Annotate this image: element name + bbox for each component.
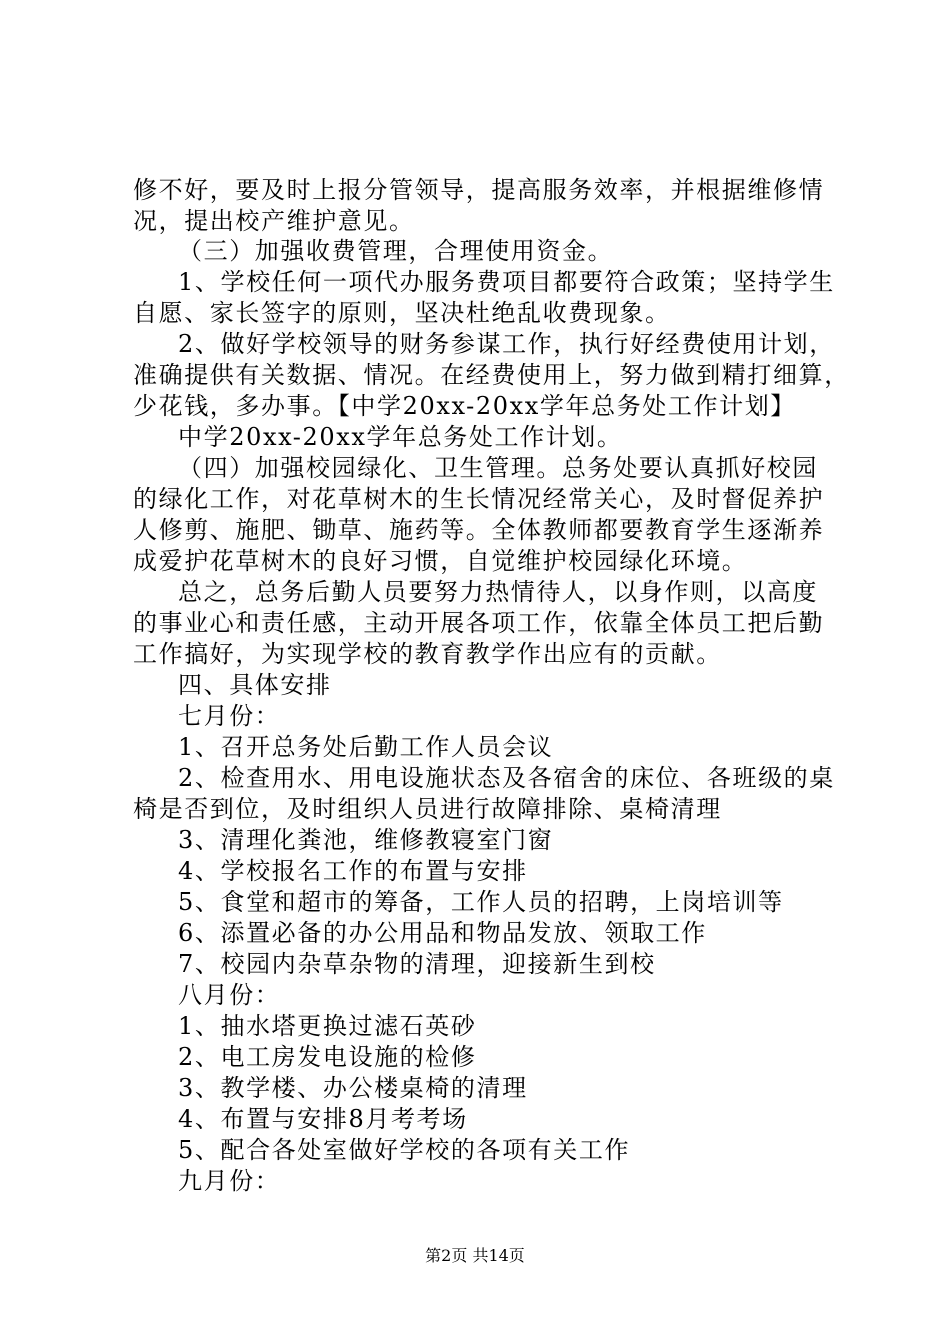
month-heading: 七月份： <box>178 702 281 730</box>
list-item: 5、配合各处室做好学校的各项有关工作 <box>178 1136 631 1164</box>
body-line: 人修剪、施肥、锄草、施药等。全体教师都要教育学生逐渐养 <box>133 516 825 544</box>
section-heading: 四、具体安排 <box>178 671 332 699</box>
body-line: 况，提出校产维护意见。 <box>133 207 415 235</box>
section-heading: （三）加强收费管理，合理使用资金。 <box>178 237 614 265</box>
body-line: 准确提供有关数据、情况。在经费使用上，努力做到精打细算， <box>133 361 850 389</box>
list-item: 2、电工房发电设施的检修 <box>178 1043 477 1071</box>
body-line: 自愿、家长签字的原则，坚决杜绝乱收费现象。 <box>133 299 671 327</box>
body-line: 中学20xx-20xx学年总务处工作计划。 <box>178 423 623 451</box>
body-line: 2、做好学校领导的财务参谋工作，执行好经费使用计划， <box>178 330 835 358</box>
list-item: 7、校园内杂草杂物的清理，迎接新生到校 <box>178 950 656 978</box>
body-line: 成爱护花草树木的良好习惯，自觉维护校园绿化环境。 <box>133 547 748 575</box>
list-item: 4、布置与安排8月考考场 <box>178 1105 468 1133</box>
list-item: 4、学校报名工作的布置与安排 <box>178 857 528 885</box>
month-heading: 八月份： <box>178 981 281 1009</box>
body-line: 的事业心和责任感，主动开展各项工作，依靠全体员工把后勤 <box>133 609 825 637</box>
body-line: 工作搞好，为实现学校的教育教学作出应有的贡献。 <box>133 640 722 668</box>
body-line: 的绿化工作，对花草树木的生长情况经常关心，及时督促养护 <box>133 485 825 513</box>
list-item: 3、教学楼、办公楼桌椅的清理 <box>178 1074 528 1102</box>
body-line: 少花钱，多办事。【中学20xx-20xx学年总务处工作计划】 <box>133 392 796 420</box>
list-item: 2、检查用水、用电设施状态及各宿舍的床位、各班级的桌 <box>178 764 835 792</box>
page-number-footer: 第2页 共14页 <box>425 1246 525 1265</box>
list-item: 椅是否到位，及时组织人员进行故障排除、桌椅清理 <box>133 795 722 823</box>
list-item: 1、召开总务处后勤工作人员会议 <box>178 733 554 761</box>
month-heading: 九月份： <box>178 1167 281 1195</box>
list-item: 5、食堂和超市的筹备，工作人员的招聘，上岗培训等 <box>178 888 784 916</box>
list-item: 6、添置必备的办公用品和物品发放、领取工作 <box>178 919 707 947</box>
section-heading: （四）加强校园绿化、卫生管理。总务处要认真抓好校园 <box>178 454 818 482</box>
body-line: 修不好，要及时上报分管领导，提高服务效率，并根据维修情 <box>133 176 825 204</box>
list-item: 1、抽水塔更换过滤石英砂 <box>178 1012 477 1040</box>
body-line: 1、学校任何一项代办服务费项目都要符合政策；坚持学生 <box>178 268 835 296</box>
body-line: 总之，总务后勤人员要努力热情待人，以身作则，以高度 <box>178 578 818 606</box>
list-item: 3、清理化粪池，维修教寝室门窗 <box>178 826 554 854</box>
